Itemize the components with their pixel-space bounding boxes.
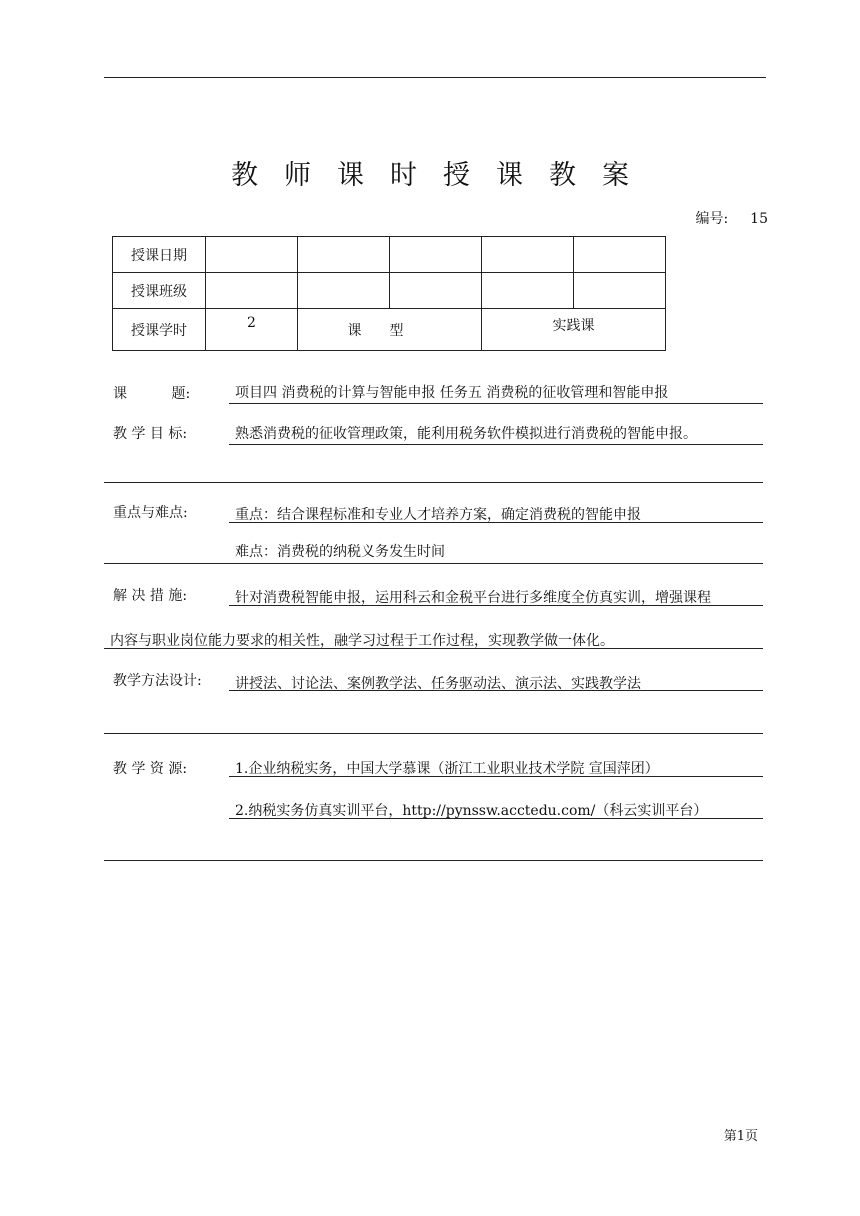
date-cell [298, 237, 390, 273]
underline [229, 690, 763, 691]
table-row [113, 237, 666, 273]
underline [229, 403, 763, 404]
topic-label: 课 题: [113, 386, 191, 402]
class-cell [298, 273, 390, 309]
methods-text: 讲授法、讨论法、案例教学法、任务驱动法、演示法、实践教学法 [235, 676, 641, 692]
doc-number [695, 208, 768, 228]
table-row [113, 273, 666, 309]
class-cell [206, 273, 298, 309]
hours-label: 授课学时 [113, 309, 206, 351]
date-cell [574, 237, 666, 273]
date-cell [390, 237, 482, 273]
underline [229, 444, 763, 445]
date-cell [482, 237, 574, 273]
solution-line: 内容与职业岗位能力要求的相关性，融学习过程于工作过程，实现教学做一体化。 [110, 633, 614, 649]
underline [229, 522, 763, 523]
topic-text: 项目四 消费税的计算与智能申报 任务五 消费税的征收管理和智能申报 [235, 385, 669, 401]
section-divider [104, 733, 763, 734]
doc-number-value: 15 [750, 211, 768, 227]
doc-number-label: 编号: [695, 211, 729, 227]
date-label: 授课日期 [113, 237, 206, 273]
section-divider [104, 648, 763, 649]
type-label: 课型 [298, 309, 482, 351]
solution-line: 针对消费税智能申报，运用科云和金税平台进行多维度全仿真实训，增强课程 [235, 590, 711, 606]
header-rule [104, 77, 766, 78]
class-cell [390, 273, 482, 309]
date-cell [206, 237, 298, 273]
key-point-line: 重点：结合课程标准和专业人才培养方案，确定消费税的智能申报 [235, 507, 641, 523]
methods-label: 教学方法设计: [113, 673, 202, 689]
key-points-label: 重点与难点: [113, 505, 188, 521]
lesson-info-table [112, 236, 666, 351]
resource-item: 2.纳税实务仿真实训平台，http://pynssw.acctedu.com/（科云实训平台） [235, 803, 708, 819]
underline [229, 818, 763, 819]
resource-item: 1.企业纳税实务，中国大学慕课（浙江工业职业技术学院 宣国萍团） [235, 761, 659, 777]
class-cell [574, 273, 666, 309]
underline [229, 776, 763, 777]
difficulty-line: 难点：消费税的纳税义务发生时间 [235, 544, 445, 560]
solution-label: 解 决 措 施: [113, 588, 188, 604]
objective-text: 熟悉消费税的征收管理政策，能利用税务软件模拟进行消费税的智能申报。 [235, 426, 697, 442]
resources-label: 教 学 资 源: [113, 761, 188, 777]
table-row [113, 309, 666, 351]
underline [229, 605, 763, 606]
section-divider [104, 860, 763, 861]
section-divider [104, 482, 763, 483]
class-label: 授课班级 [113, 273, 206, 309]
hours-value: 2 [206, 309, 298, 351]
section-divider [104, 563, 763, 564]
class-cell [482, 273, 574, 309]
objective-label: 教 学 目 标: [113, 426, 188, 442]
page-number: 第1页 [723, 1129, 758, 1144]
page-title: 教师课时授课教案 [231, 160, 655, 191]
type-value: 实践课 [482, 309, 666, 351]
